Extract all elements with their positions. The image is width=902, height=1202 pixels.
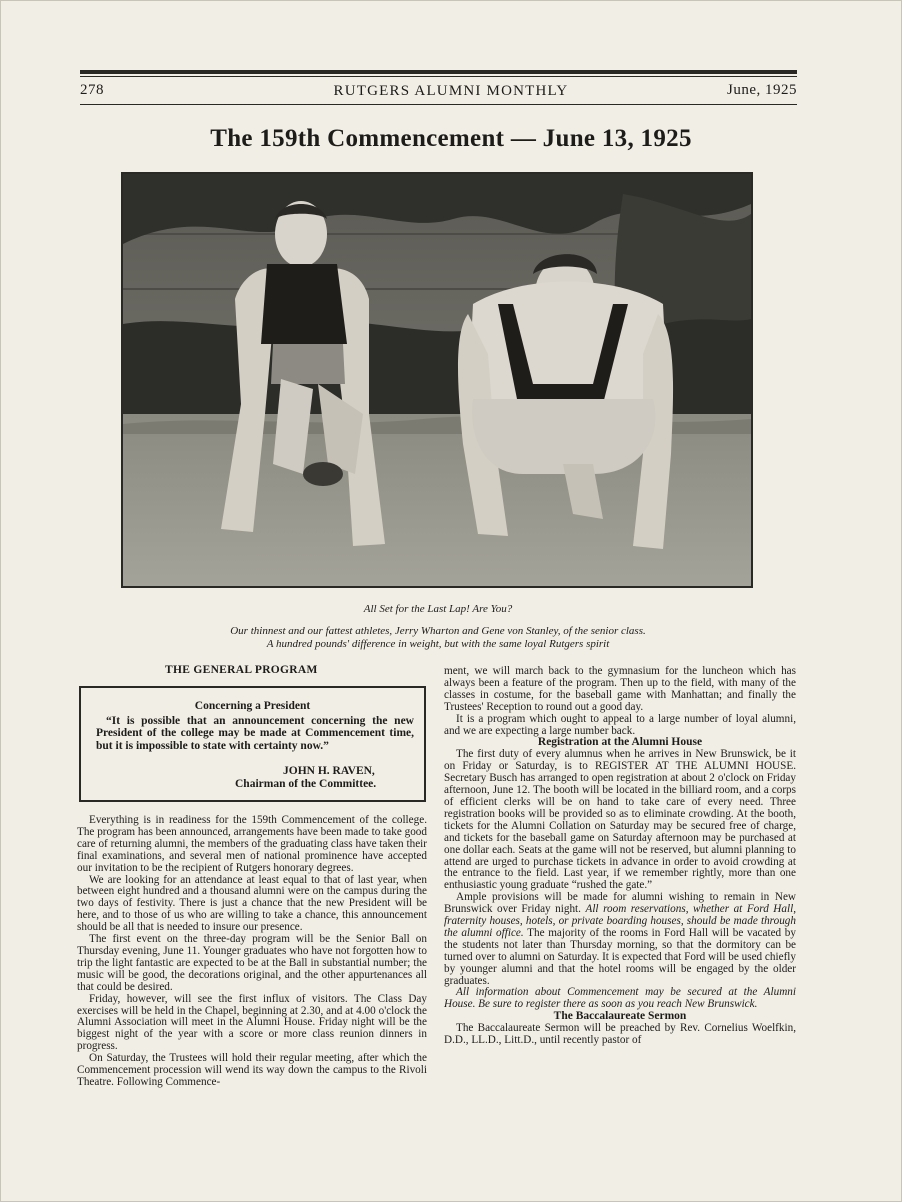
president-box-quote: “It is possible that an announcement concerning the new President of the college may be made at Commencement time, but it is impossible to state with certainty now.” bbox=[96, 715, 414, 752]
right-column bbox=[444, 666, 796, 1047]
photo-caption-title: All Set for the Last Lap! Are You? bbox=[363, 603, 513, 615]
photo-caption-line-1: Our thinnest and our fattest athletes, Jerry Wharton and Gene von Stanley, of the senior class. bbox=[230, 625, 646, 637]
president-box-title: Concerning a President bbox=[194, 700, 311, 712]
article-title: The 159th Commencement — June 13, 1925 bbox=[210, 125, 692, 152]
paragraph-attendance: We are looking for an attendance at least equal to that of last year, when between eight hundred and a thousand alumni were on the campus during the two days of festivity. There is just a chance that the new President will be here, and to those of us who are willing to take a chance, this announcement should be all that is needed to insure our presence. bbox=[77, 873, 427, 934]
provisions-italic: All room reservations, whether at Ford Hall, fraternity houses, hotels, or private boarding houses, should be made through the alumni office. bbox=[444, 903, 796, 939]
general-program-heading: THE GENERAL PROGRAM bbox=[165, 664, 318, 676]
paragraph-program-appeal: It is a program which ought to appeal to a large number of loyal alumni, and we are expecting a large number back. bbox=[444, 712, 796, 737]
paragraph-readiness: Everything is in readiness for the 159th Commencement of the college. The program has been announced, arrangements have been made to take good care of returning alumni, the members of the graduating class have taken their final examinations, and several men of national prominence have accepted our invitation to be the recipient of Rutgers honorary degrees. bbox=[77, 814, 427, 874]
publication-name: RUTGERS ALUMNI MONTHLY bbox=[333, 83, 569, 99]
provisions-rest: The majority of the rooms in Ford Hall will be vacated by the students not later than Thursday morning, so that the dormitory can be turned over to alumni on Saturday. It is expected that Ford will be used chiefly by younger alumni and that the hotel rooms will be engaged by the older graduates. bbox=[444, 926, 796, 987]
president-box-role: Chairman of the Committee. bbox=[235, 778, 377, 790]
paragraph-friday: Friday, however, will see the first influx of visitors. The Class Day exercises will be held in the Chapel, beginning at 2.30, and at 4.00 o'clock the Alumni Association will meet in the Alumni House. Friday night will be the biggest night of the year with a score or more class reunion dinners in progress. bbox=[77, 992, 427, 1053]
paragraph-continuation: ment, we will march back to the gymnasium for the luncheon which has always been a feature of the program. Then up to the field, with many of the classes in costume, for the baseball game with Manhattan; and finally the Trustees' Reception to round out a good day. bbox=[444, 665, 796, 713]
paragraph-information: All information about Commencement may be secured at the Alumni House. Be sure to register there as soon as you reach New Brunswick. bbox=[444, 986, 796, 1011]
page-number: 278 bbox=[80, 82, 104, 98]
paragraph-sermon: The Baccalaureate Sermon will be preached by Rev. Cornelius Woelfkin, D.D., LL.D., Litt.D., until recently pastor of bbox=[444, 1022, 796, 1047]
photo-caption-line-2: A hundred pounds' difference in weight, but with the same loyal Rutgers spirit bbox=[266, 638, 610, 650]
provisions-plain: Ample provisions will be made for alumni wishing to remain in New Brunswick over Friday night. bbox=[444, 891, 796, 916]
president-notice-box bbox=[79, 686, 426, 802]
issue-date: June, 1925 bbox=[727, 82, 797, 98]
header-rule-top-thin bbox=[80, 76, 797, 77]
president-box-signatory: JOHN H. RAVEN, bbox=[283, 765, 375, 777]
header-rule-bottom bbox=[80, 104, 797, 105]
sermon-heading: The Baccalaureate Sermon bbox=[553, 1010, 687, 1023]
paragraph-registration: The first duty of every alumnus when he arrives in New Brunswick, be it on Friday or Saturday, is to REGISTER AT THE ALUMNI HOUSE. Secretary Busch has arranged to open registration at about 2 o'clock on Friday afternoon, June 12. The booth will be located in the billiard room, and a corps of efficient clerks will be on hand to take care of every need. Three registration books will be provided so as to eliminate crowding. At the booth, tickets for the Alumni Collation on Saturday may be secured free of charge, and tickets for the baseball game on Saturday afternoon may be purchased at one dollar each. Seats at the game will not be reserved, but alumni planning to attend are urged to purchase tickets in advance in order to avoid crowding at the entrance to the field. Last year, if we remember rightly, more than one enthusiastic young graduate “rushed the gate.” bbox=[444, 748, 796, 892]
athletes-photo bbox=[121, 172, 753, 588]
paragraph-provisions bbox=[444, 892, 796, 987]
paragraph-saturday: On Saturday, the Trustees will hold their regular meeting, after which the Commencement procession will wend its way down the campus to the Rivoli Theatre. Following Commence- bbox=[77, 1052, 427, 1088]
paragraph-senior-ball: The first event on the three-day program will be the Senior Ball on Thursday evening, June 11. Younger graduates who have not forgotten how to trip the light fantastic are expected to be at the Ball in substantial number; the music will be good, the decorations original, and the other appurtenances all that could be desired. bbox=[77, 933, 427, 993]
registration-heading: Registration at the Alumni House bbox=[537, 736, 703, 749]
left-column bbox=[77, 815, 427, 1089]
header-rule-top bbox=[80, 70, 797, 74]
